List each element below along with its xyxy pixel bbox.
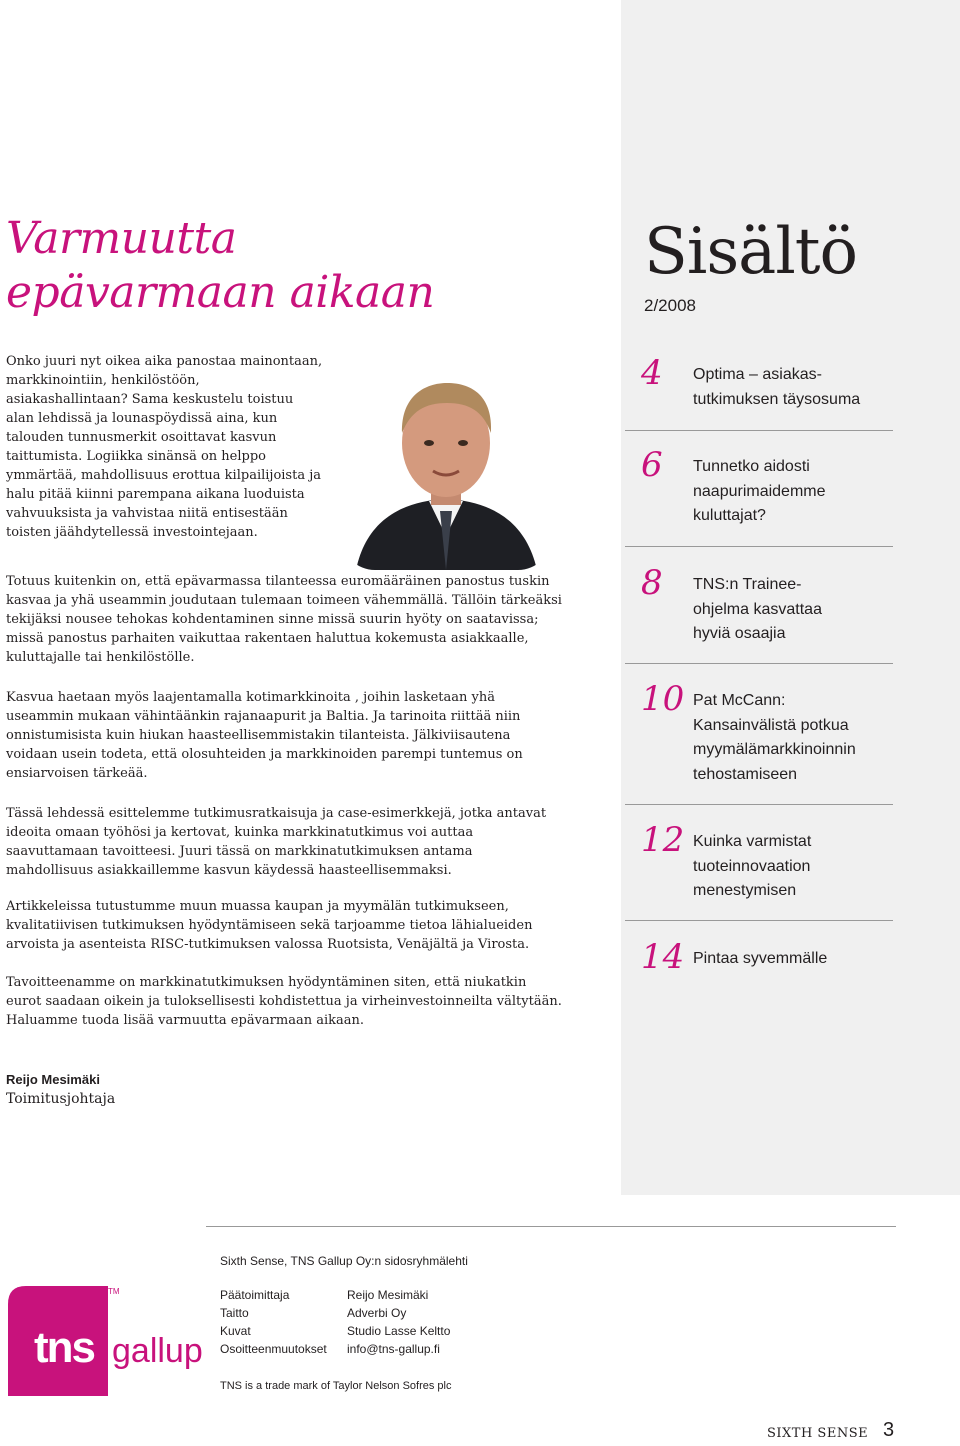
toc-divider	[625, 546, 893, 547]
tns-gallup-logo	[8, 1286, 208, 1396]
paragraph-6: Tavoitteenamme on markkinatutkimuksen hyödyntäminen siten, että niukatkin eurot saadaan oikein ja tuloksellisesti kohdistettua ja virheinvestoinneilta vältytään. Haluamme tuoda lisää varmuutta epävarmaan aikaan.	[6, 975, 562, 1028]
colophon-label: Taitto	[220, 1306, 249, 1320]
toc-item-title	[693, 830, 893, 904]
article-headline	[6, 212, 434, 320]
page-number: 3	[883, 1419, 895, 1441]
toc-page-number: 12	[641, 820, 685, 860]
toc-item-title	[693, 689, 893, 787]
toc-item-title	[693, 947, 893, 972]
toc-page-number: 10	[641, 679, 685, 719]
colophon-row	[220, 1342, 520, 1360]
signature-title: Toimitusjohtaja	[6, 1091, 116, 1107]
toc-line: kuluttajat?	[693, 507, 766, 524]
toc-line: hyviä osaajia	[693, 625, 786, 642]
colophon-row	[220, 1306, 520, 1324]
colophon-value[interactable]: info@tns-gallup.fi	[347, 1342, 440, 1356]
toc-line: Tunnetko aidosti	[693, 458, 810, 475]
toc-line: tuoteinnovaation	[693, 857, 811, 875]
toc-item-title	[693, 363, 893, 412]
toc-line: Pintaa syvemmälle	[693, 950, 828, 967]
toc-page-number: 4	[641, 353, 663, 393]
author-portrait	[341, 361, 552, 570]
colophon-label: Kuvat	[220, 1324, 251, 1338]
tns-gallup-logo-icon	[8, 1286, 208, 1396]
toc-divider	[625, 430, 893, 431]
toc-page-number: 6	[641, 445, 663, 485]
magazine-name: SIXTH SENSE	[767, 1426, 869, 1441]
signature-name: Reijo Mesimäki	[6, 1072, 100, 1087]
paragraph-1: Onko juuri nyt oikea aika panostaa mainontaan, markkinointiin, henkilöstöön, asiakashallintaan? Sama keskustelu toistuu alan lehdissä ja lounaspöydissä aina, kun talouden tunnusmerkit osoittavat kasvun taittumista. Logiikka sinänsä on helppo ymmärtää, mahdollisuus erottua kilpailijoista ja halu pitää kiinni parempana aikana luoduista vahvuuksista ja vahvistaa niitä entisestään toisten jäähdytellessä investointejaan.	[6, 354, 323, 540]
colophon-row	[220, 1288, 520, 1306]
colophon-value: Studio Lasse Keltto	[347, 1324, 451, 1338]
toc-line: tehostamiseen	[693, 765, 798, 783]
issue-number: 2/2008	[644, 296, 696, 315]
svg-text:TM: TM	[108, 1287, 120, 1296]
toc-page-number: 14	[641, 937, 685, 977]
toc-line: menestymisen	[693, 882, 797, 899]
svg-text:tns: tns	[34, 1323, 94, 1372]
paragraph-2: Totuus kuitenkin on, että epävarmassa tilanteessa euromääräinen panostus tuskin kasvaa ja yhä useammin joudutaan tulemaan toimeen vähemmällä. Tällöin tärkeäksi tekijäksi nousee tehokas kohdentaminen sinne missä suurin hyöty on saatavissa; missä panostus parhaiten vaikuttaa rakentaen haluttua kokemusta asiakkaalle, kuluttajalle tai henkilöstölle.	[6, 574, 562, 665]
publication-info: Sixth Sense, TNS Gallup Oy:n sidosryhmälehti	[220, 1254, 468, 1268]
toc-line: tutkimuksen täysosuma	[693, 390, 861, 408]
trademark-note: TNS is a trade mark of Taylor Nelson Sofres plc	[220, 1380, 452, 1392]
toc-item-title	[693, 573, 893, 647]
footer-divider	[206, 1226, 896, 1227]
headline-line-1: Varmuutta	[6, 213, 237, 264]
colophon-value: Reijo Mesimäki	[347, 1288, 429, 1302]
toc-line: naapurimaidemme	[693, 482, 826, 500]
colophon-label: Osoitteenmuutokset	[220, 1342, 327, 1356]
paragraph-4: Tässä lehdessä esittelemme tutkimusratkaisuja ja case-esimerkkejä, jotka antavat ideoita omaan työhösi ja kertovat, kuinka markkinatutkimus voi auttaa saavuttamaan tavoitteesi. Juuri tässä on markkinatutkimuksen antama mahdollisuus asiakkaillemme kasvun käydessä haasteellisemmaksi.	[6, 806, 547, 878]
toc-line: ohjelma kasvattaa	[693, 600, 822, 618]
colophon-row	[220, 1324, 520, 1342]
toc-line: Kuinka varmistat	[693, 833, 812, 850]
toc-divider	[625, 663, 893, 664]
toc-item-title	[693, 455, 893, 529]
svg-text:gallup: gallup	[112, 1332, 203, 1370]
paragraph-3: Kasvua haetaan myös laajentamalla kotimarkkinoita , joihin lasketaan yhä useammin mukaan vähintäänkin rajanaapurit ja Baltia. Ja tarinoita riittää niin onnistumisista kuin hiukan haasteellisemmistakin tilanteista. Jälkiviisautena voidaan usein todeta, että olosuhteiden ja markkinoiden parempi tuntemus on ensiarvoisen tärkeää.	[6, 690, 523, 781]
paragraph-5: Artikkeleissa tutustumme muun muassa kaupan ja myymälän tutkimukseen, kvalitatiivisen tutkimuksen hyödyntämiseen sekä tarjoamme tietoa lähialueiden arvoista ja asenteista RISC-tutkimuksen valossa Ruotsista, Venäjältä ja Virosta.	[6, 899, 533, 952]
toc-divider	[625, 920, 893, 921]
toc-line: Kansainvälistä potkua	[693, 716, 849, 734]
colophon-value: Adverbi Oy	[347, 1306, 407, 1320]
toc-line: Pat McCann:	[693, 692, 786, 709]
portrait-image	[341, 361, 552, 570]
toc-line: TNS:n Trainee-	[693, 576, 802, 593]
toc-line: Optima – asiakas-	[693, 366, 822, 383]
colophon-label: Päätoimittaja	[220, 1288, 290, 1302]
toc-line: myymälämarkkinoinnin	[693, 741, 856, 758]
toc-divider	[625, 804, 893, 805]
contents-title: Sisältö	[644, 215, 858, 289]
headline-line-2: epävarmaan aikaan	[6, 267, 435, 318]
toc-page-number: 8	[641, 563, 663, 603]
